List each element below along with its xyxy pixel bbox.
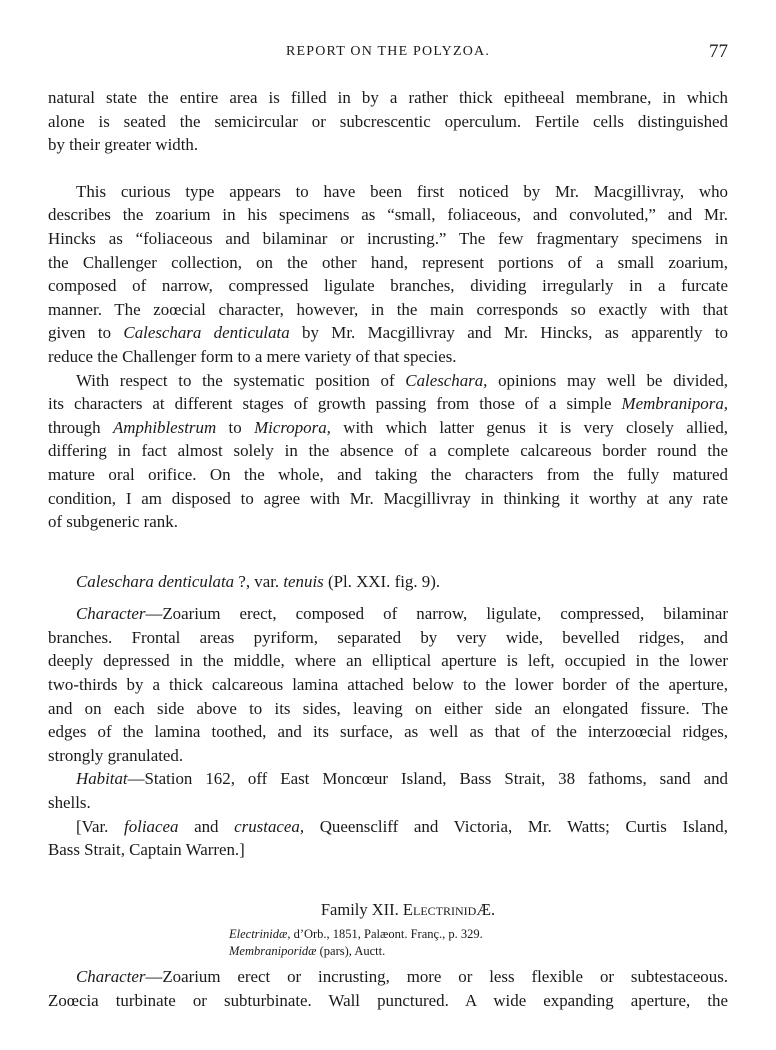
text-line: of subgeneric rank. (48, 512, 178, 532)
taxon-name: Caleschara denticulata (76, 571, 235, 591)
taxon-name: Amphiblestrum (112, 417, 217, 437)
body-text (48, 86, 728, 1013)
page-header (48, 41, 728, 68)
species-habitat (48, 767, 728, 814)
section-label: Character (76, 604, 146, 624)
text-line: With respect to the systematic position of Caleschara, opinions may well be divided, (76, 370, 728, 390)
paragraph-systematic-position (48, 369, 728, 534)
text-line: Character—Zoarium erect, composed of narrow, ligulate, compressed, bilaminar (76, 604, 728, 624)
taxon-name: tenuis (283, 571, 324, 591)
text-line: strongly granulated. (48, 745, 184, 765)
text-line: Habitat—Station 162, off East Moncœur Island, Bass Strait, 38 fathoms, sand and (76, 769, 728, 789)
text-line: given to Caleschara denticulata by Mr. Macgillivray and Mr. Hincks, as apparently to (48, 323, 728, 343)
family-heading: Family XII. ElectrinidÆ. (320, 899, 496, 919)
text-line: alone is seated the semicircular or subcrescentic operculum. Fertile cells distinguished (48, 111, 728, 131)
text-line: two-thirds by a thick calcareous lamina attached below to the lower border of the aperture, (48, 675, 728, 695)
text-line: deeply depressed in the middle, where an elliptical aperture is left, occupied in the lower (48, 651, 728, 671)
text-line: the Challenger collection, on the other hand, represent portions of a small zoarium, (48, 252, 728, 272)
section-label: Character (76, 967, 146, 987)
text-line: manner. The zoœcial character, however, in the main corresponds so exactly with that (48, 299, 728, 319)
taxon-name: Micropora, (254, 417, 331, 437)
page-number: 77 (709, 41, 728, 62)
text-line: Bass Strait, Captain Warren.] (48, 840, 245, 860)
taxon-name: Caleschara denticulata (123, 323, 290, 343)
text-line: its characters at different stages of growth passing from those of a simple Membranipora, (48, 394, 728, 414)
text-line: composed of narrow, compressed ligulate branches, dividing irregularly in a furcate (48, 276, 728, 296)
text-line: Zoœcia turbinate or subturbinate. Wall punctured. A wide expanding aperture, the (48, 991, 728, 1010)
synonym-line: Membraniporidæ (pars), Auctt. (229, 944, 386, 959)
taxon-name: crustacea, (234, 816, 305, 836)
text-line: differing in fact almost solely in the absence of a complete calcareous border round the (48, 441, 728, 461)
text-line: edges of the lamina toothed, and its surface, as well as that of the interzoœcial ridges, (48, 722, 728, 742)
text-line: Hincks as “foliaceous and bilaminar or incrusting.” The few fragmentary specimens in (48, 228, 728, 248)
text-line: through Amphiblestrum to Micropora, with which latter genus it is very closely allied, (48, 417, 728, 437)
text-line: [Var. foliacea and crustacea, Queenscliff and Victoria, Mr. Watts; Curtis Island, (76, 816, 728, 836)
running-title: REPORT ON THE POLYZOA. (285, 44, 491, 59)
text-line: natural state the entire area is filled in by a rather thick epitheeal membrane, in which (48, 88, 728, 107)
family-name: ElectrinidÆ. (402, 899, 496, 919)
text-line: shells. (48, 793, 91, 813)
family-character (48, 965, 728, 1012)
taxon-name: foliacea (124, 816, 179, 836)
taxon-name: Caleschara, (405, 370, 488, 390)
text-line: condition, I am disposed to agree with Mr. Macgillivray in thinking it worthy at any rate (48, 488, 728, 508)
text-line: and on each side above to its sides, leaving on either side an elongated fissure. The (48, 698, 728, 718)
text-line: by their greater width. (48, 135, 199, 155)
text-line: This curious type appears to have been first noticed by Mr. Macgillivray, who (76, 181, 728, 201)
varieties-note (48, 815, 728, 862)
text-line: Character—Zoarium erect or incrusting, more or less flexible or subtestaceous. (76, 967, 728, 987)
paragraph-continuation (48, 86, 728, 157)
species-character (48, 602, 728, 767)
species-heading: Caleschara denticulata ?, var. tenuis (Pl. XXI. fig. 9). (76, 571, 441, 591)
text-line: mature oral orifice. On the whole, and taking the characters from the fully matured (48, 464, 728, 484)
paragraph-type-history (48, 180, 728, 369)
taxon-name: Membranipora, (621, 394, 728, 414)
section-label: Habitat (76, 769, 128, 789)
synonym-line: Electrinidæ, d’Orb., 1851, Palæont. Franç., p. 329. (229, 927, 483, 942)
text-line: reduce the Challenger form to a mere variety of that species. (48, 346, 457, 366)
text-line: branches. Frontal areas pyriform, separated by very wide, bevelled ridges, and (48, 627, 728, 647)
text-line: describes the zoarium in his specimens as “small, foliaceous, and convoluted,” and Mr. (48, 205, 728, 225)
